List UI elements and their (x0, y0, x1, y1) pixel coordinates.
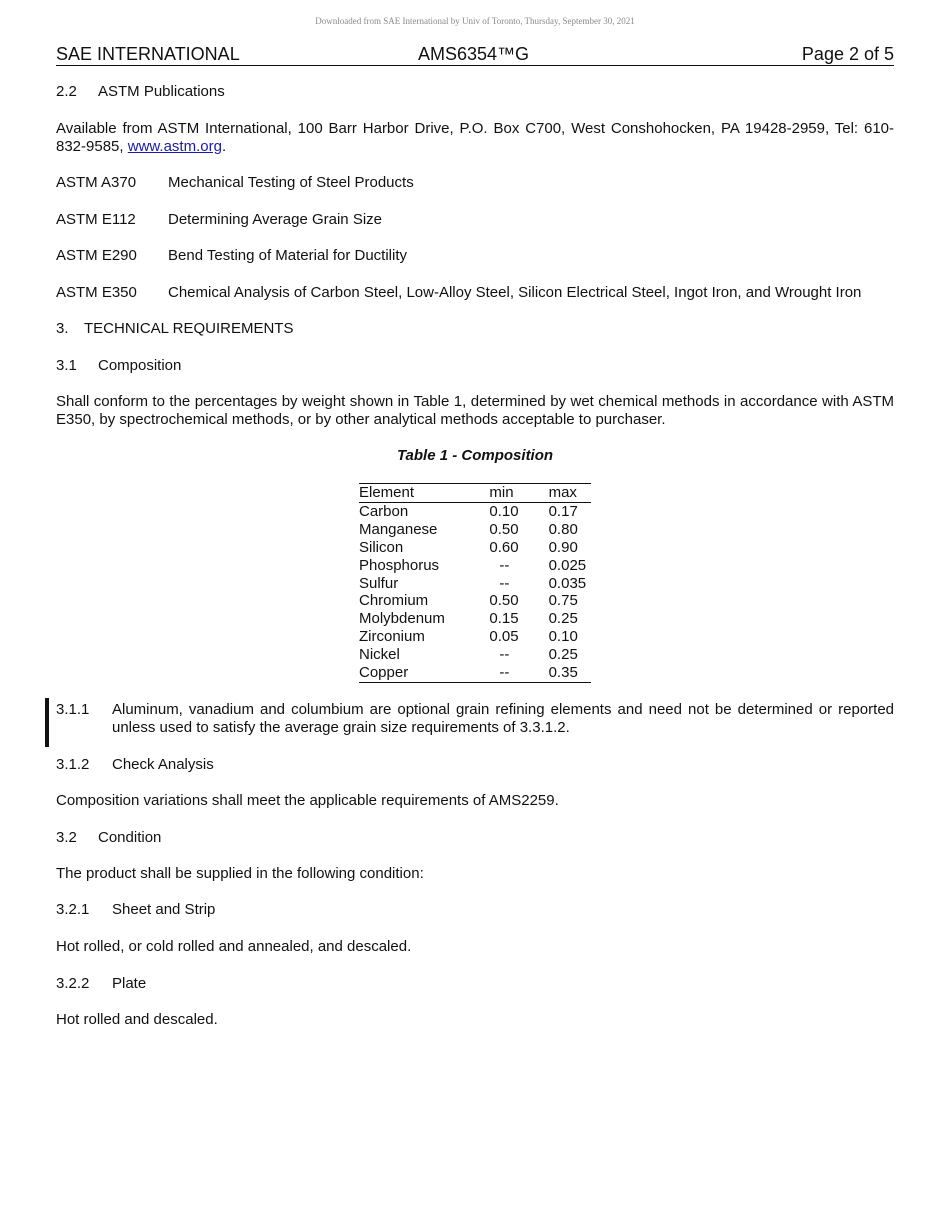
sheet-strip-paragraph: Hot rolled, or cold rolled and annealed, and descaled. (56, 938, 412, 955)
table-row (359, 592, 591, 610)
section-2-2-heading (56, 83, 225, 101)
section-number: 3.2 (56, 829, 77, 846)
element-cell: Sulfur (359, 574, 399, 592)
grain-refining-paragraph: Aluminum, vanadium and columbium are optional grain refining elements and need not be determined or reported unless used to satisfy the average grain size requirements of 3.3.1.2. (112, 701, 894, 736)
header-doc-number: AMS6354™G (418, 44, 530, 64)
section-title: Condition (98, 829, 162, 846)
composition-paragraph: Shall conform to the percentages by weight shown in Table 1, determined by wet chemical methods in accordance with ASTM E350, by spectrochemical methods, or by other analytical methods acceptable to purchaser. (56, 393, 894, 428)
element-cell: Silicon (359, 538, 404, 556)
section-title: Composition (98, 357, 182, 374)
reference-code: ASTM E350 (56, 284, 137, 301)
table-row (359, 664, 591, 682)
section-title: TECHNICAL REQUIREMENTS (84, 320, 294, 337)
table-row (359, 557, 591, 575)
reference-title: Bend Testing of Material for Ductility (168, 247, 407, 264)
max-cell: 0.90 (548, 538, 578, 556)
element-cell: Manganese (359, 520, 438, 538)
max-cell: 0.17 (548, 502, 578, 520)
min-cell: -- (499, 556, 510, 574)
section-number: 3.2.2 (56, 975, 90, 992)
section-3-2-2-heading (56, 975, 146, 993)
element-cell: Phosphorus (359, 556, 440, 574)
element-cell: Copper (359, 664, 409, 682)
section-3-heading (56, 320, 293, 338)
composition-table (359, 483, 591, 683)
reference-title: Mechanical Testing of Steel Products (168, 174, 414, 191)
section-3-2-heading (56, 829, 161, 847)
page-header (56, 44, 894, 66)
plate-paragraph: Hot rolled and descaled. (56, 1011, 218, 1028)
element-cell: Zirconium (359, 628, 425, 646)
revision-change-bar (45, 698, 49, 747)
column-header: max (548, 484, 577, 501)
element-cell: Chromium (359, 592, 429, 610)
max-cell: 0.35 (548, 664, 578, 682)
min-cell: 0.15 (489, 610, 519, 628)
section-title: Check Analysis (112, 756, 214, 773)
section-number: 3.1.2 (56, 756, 90, 773)
reference-code: ASTM E290 (56, 247, 137, 264)
table-row (359, 575, 591, 593)
availability-end: . (221, 138, 227, 155)
reference-title: Determining Average Grain Size (168, 211, 382, 228)
element-cell: Nickel (359, 646, 400, 664)
condition-paragraph: The product shall be supplied in the following condition: (56, 865, 424, 882)
table-row (359, 521, 591, 539)
max-cell: 0.035 (548, 574, 587, 592)
table-row (359, 502, 591, 520)
column-header: Element (359, 484, 415, 501)
reference-title: Chemical Analysis of Carbon Steel, Low-Alloy Steel, Silicon Electrical Steel, Ingot Iron, and Wrought Iron (168, 284, 862, 301)
table-row (359, 628, 591, 646)
section-title: Sheet and Strip (112, 901, 216, 918)
section-number: 3.1.1 (56, 701, 90, 718)
astm-website-link[interactable]: www.astm.org (127, 138, 222, 155)
max-cell: 0.75 (548, 592, 578, 610)
table-row (359, 646, 591, 664)
max-cell: 0.25 (548, 610, 578, 628)
min-cell: -- (499, 574, 510, 592)
section-3-2-1-heading (56, 901, 215, 919)
element-cell: Carbon (359, 502, 409, 520)
download-watermark: Downloaded from SAE International by Univ of Toronto, Thursday, September 30, 2021 (315, 16, 635, 26)
header-publisher: SAE INTERNATIONAL (56, 44, 240, 64)
min-cell: 0.60 (489, 538, 519, 556)
min-cell: 0.50 (489, 592, 519, 610)
section-title: Plate (112, 975, 147, 992)
section-title: ASTM Publications (98, 83, 225, 100)
header-page-number: Page 2 of 5 (801, 44, 894, 64)
min-cell: 0.50 (489, 520, 519, 538)
column-header: min (489, 484, 514, 501)
section-number: 3. (56, 320, 69, 337)
table-header-row (359, 484, 591, 503)
element-cell: Molybdenum (359, 610, 445, 628)
min-cell: 0.05 (489, 628, 519, 646)
section-number: 3.2.1 (56, 901, 90, 918)
max-cell: 0.25 (548, 646, 578, 664)
reference-code: ASTM A370 (56, 174, 137, 191)
section-number: 3.1 (56, 357, 77, 374)
section-3-1-heading (56, 357, 181, 375)
max-cell: 0.025 (548, 556, 587, 574)
max-cell: 0.80 (548, 520, 578, 538)
table-1-title: Table 1 - Composition (396, 447, 554, 464)
section-3-1-2-heading (56, 756, 214, 774)
min-cell: -- (499, 646, 510, 664)
min-cell: 0.10 (489, 502, 519, 520)
table-row (359, 610, 591, 628)
availability-text: Available from ASTM International, 100 Barr Harbor Drive, P.O. Box C700, West Conshohocken, PA 19428-2959, Tel: 610-832-9585, (56, 120, 894, 155)
max-cell: 0.10 (548, 628, 578, 646)
check-analysis-paragraph: Composition variations shall meet the applicable requirements of AMS2259. (56, 792, 559, 809)
astm-availability-paragraph (56, 120, 894, 156)
table-row (359, 539, 591, 557)
section-number: 2.2 (56, 83, 77, 100)
min-cell: -- (499, 664, 510, 682)
reference-code: ASTM E112 (56, 211, 136, 228)
